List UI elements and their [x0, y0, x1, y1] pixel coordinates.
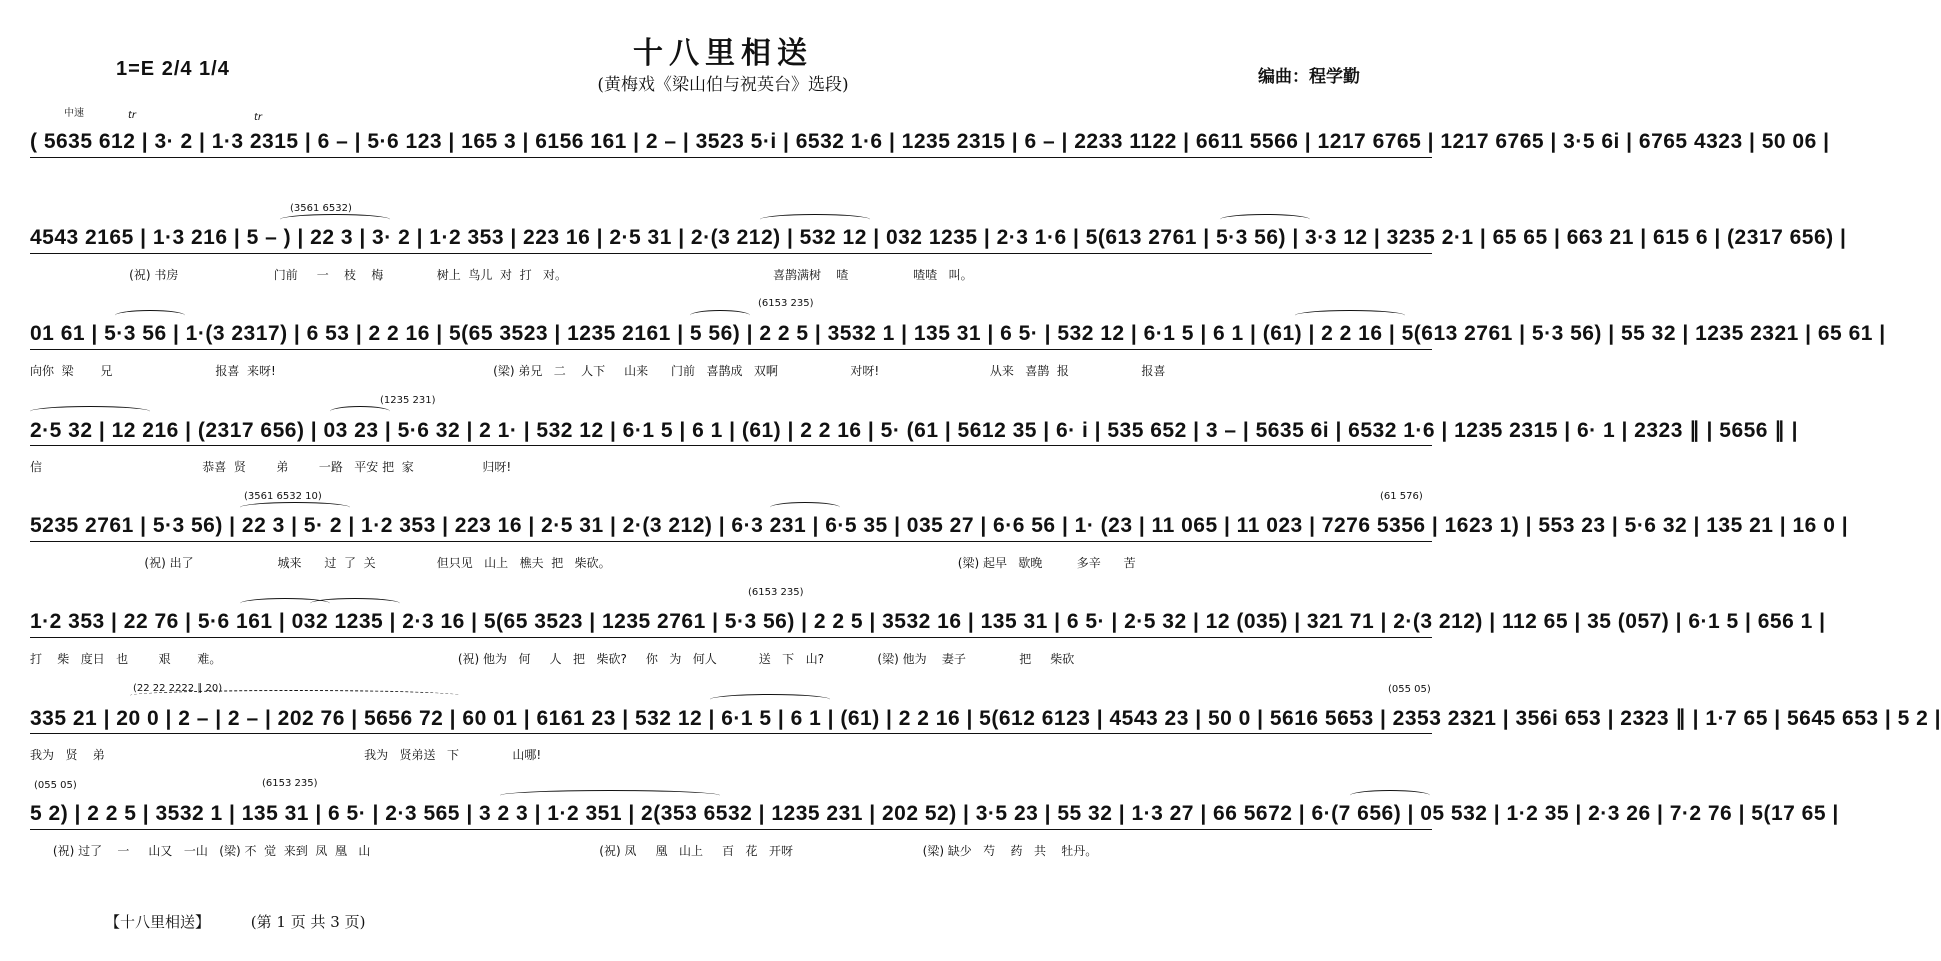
jianpu-notes: 2·5 32 | 12 216 | (2317 656) | 03 23 | 5·6 32 | 2 1· | 532 12 | 6·1 5 | 6 1 | (61) | 2 2 16 | 5· (61 | 5612 35 | 6· i | 535 652 | 3 – | 5635 6i | 6532 1·6 | 1235 2315 | 6· 1 | 2323 ∥ | 5656 ∥ |: [30, 419, 1799, 442]
lyric-line: (祝) 过了 一 山又 一山 (梁) 不 觉 来到 凤 凰 山 (祝) 凤 凰 山上 百 花 开呀 (梁) 缺少 芍 药 共 牡丹。: [30, 844, 1098, 858]
score-title: 十八里相送: [633, 36, 813, 71]
ornament-annotation: (22 22 2222 ∥ 20): [133, 683, 223, 694]
slur-mark: [760, 214, 870, 225]
slur-mark: [115, 310, 185, 321]
footer-title: 【十八里相送】: [105, 913, 211, 931]
beam-line: [30, 253, 1432, 254]
lyric-line: 打 柴 度日 也 艰 难。 (祝) 他为 何 人 把 柴砍? 你 为 何人 送 下 山? (梁) 他为 妻子 把 柴砍: [30, 652, 1075, 666]
lyric-line: (祝) 书房 门前 一 枝 梅 树上 鸟儿 对 打 对。 喜鹊满树 喳 喳喳 叫。: [30, 268, 973, 282]
slur-mark: [1295, 310, 1405, 321]
notation-system-1: [30, 130, 1830, 190]
notation-system-4: [30, 418, 1799, 478]
jianpu-notes: 1·2 353 | 22 76 | 5·6 161 | 032 1235 | 2·3 16 | 5(65 3523 | 1235 2761 | 5·3 56) | 2 2 5 | 3532 16 | 135 31 | 6 5· | 2·5 32 | 12 (035) | 321 71 | 2·(3 212) | 112 65 | 35 (057) | 6·1 5 | 656 1 |: [30, 610, 1826, 633]
beam-line: [30, 445, 1432, 446]
ornament-annotation: (6153 235): [262, 778, 318, 789]
tie-line: [130, 690, 460, 701]
slur-mark: [500, 790, 720, 801]
beam-line: [30, 829, 1432, 830]
beam-line: [30, 733, 1432, 734]
page-footer: [105, 911, 401, 932]
beam-line: [30, 349, 1432, 350]
ornament-annotation: (3561 6532 10): [244, 491, 322, 502]
tempo-marking: 中速: [64, 108, 84, 119]
ornament-annotation: (1235 231): [380, 395, 436, 406]
beam-line: [30, 637, 1432, 638]
slur-mark: [310, 598, 400, 609]
notation-system-2: [30, 226, 1847, 286]
lyric-line: 向你 梁 兄 报喜 来呀! (梁) 弟兄 二 人下 山来 门前 喜鹊成 双啊 对呀! 从来 喜鹊 报 报喜: [30, 364, 1166, 378]
key-signature: 1=E 2/4 1/4: [116, 58, 230, 80]
slur-mark: [1350, 790, 1430, 801]
slur-mark: [30, 406, 150, 417]
notation-system-7: [30, 706, 1941, 766]
slur-mark: [1220, 214, 1310, 225]
lyric-line: 我为 贤 弟 我为 贤弟送 下 山哪!: [30, 748, 542, 762]
ornament-annotation: (055 05): [1388, 684, 1431, 695]
jianpu-notes: 335 21 | 20 0 | 2 – | 2 – | 202 76 | 5656 72 | 60 01 | 6161 23 | 532 12 | 6·1 5 | 6 1 | (61) | 2 2 16 | 5(612 6123 | 4543 23 | 50 0 | 5616 5653 | 2353 2321 | 356i 653 | 2323 ∥ | 1·7 65 | 5645 653 | 5 2 |: [30, 707, 1941, 730]
notation-system-5: [30, 514, 1849, 574]
jianpu-notes: 5235 2761 | 5·3 56) | 22 3 | 5· 2 | 1·2 353 | 223 16 | 2·5 31 | 2·(3 212) | 6·3 231 | 6·5 35 | 035 27 | 6·6 56 | 1· (23 | 11 065 | 11 023 | 7276 5356 | 1623 1) | 553 23 | 5·6 32 | 135 21 | 16 0 |: [30, 514, 1849, 537]
score-subtitle: (黄梅戏《梁山伯与祝英台》选段): [597, 75, 849, 95]
lyric-line: 信 恭喜 贤 弟 一路 平安 把 家 归呀!: [30, 460, 512, 474]
jianpu-notes: 5 2) | 2 2 5 | 3532 1 | 135 31 | 6 5· | 2·3 565 | 3 2 3 | 1·2 351 | 2(353 6532 | 1235 231 | 202 52) | 3·5 23 | 55 32 | 1·3 27 | 66 5672 | 6·(7 656) | 05 532 | 1·2 35 | 2·3 26 | 7·2 76 | 5(17 65 |: [30, 802, 1839, 825]
ornament-annotation: (3561 6532): [290, 203, 352, 214]
ornament-annotation: (055 05): [34, 780, 77, 791]
slur-mark: [240, 502, 350, 513]
notation-system-8: [30, 802, 1839, 862]
composer-credit: 编曲：程学勤: [1258, 67, 1360, 87]
ornament-annotation: (6153 235): [758, 298, 814, 309]
jianpu-notes: ( 5635 612 | 3· 2 | 1·3 2315 | 6 – | 5·6 123 | 165 3 | 6156 161 | 2 – | 3523 5·i | 6532 1·6 | 1235 2315 | 6 – | 2233 1122 | 6611 5566 | 1217 6765 | 1217 6765 | 3·5 6i | 6765 4323 | 50 06 |: [30, 130, 1830, 153]
slur-mark: [330, 406, 390, 417]
beam-line: [30, 541, 1432, 542]
trill-mark: tr: [128, 110, 137, 121]
slur-mark: [280, 214, 390, 225]
jianpu-notes: 4543 2165 | 1·3 216 | 5 – ) | 22 3 | 3· 2 | 1·2 353 | 223 16 | 2·5 31 | 2·(3 212) | 532 12 | 032 1235 | 2·3 1·6 | 5(613 2761 | 5·3 56) | 3·3 12 | 3235 2·1 | 65 65 | 663 21 | 615 6 | (2317 656) |: [30, 226, 1847, 249]
page-indicator: (第 1 页 共 3 页): [250, 913, 366, 931]
jianpu-notes: 01 61 | 5·3 56 | 1·(3 2317) | 6 53 | 2 2 16 | 5(65 3523 | 1235 2161 | 5 56) | 2 2 5 | 3532 1 | 135 31 | 6 5· | 532 12 | 6·1 5 | 6 1 | (61) | 2 2 16 | 5(613 2761 | 5·3 56) | 55 32 | 1235 2321 | 65 61 |: [30, 322, 1886, 345]
trill-mark: tr: [254, 112, 263, 123]
slur-mark: [710, 694, 830, 705]
ornament-annotation: (61 576): [1380, 491, 1423, 502]
slur-mark: [770, 502, 840, 513]
notation-system-3: [30, 322, 1886, 382]
lyric-line: (祝) 出了 城来 过 了 关 但只见 山上 樵夫 把 柴砍。 (梁) 起早 歇晚 多辛 苦: [30, 556, 1136, 570]
ornament-annotation: (6153 235): [748, 587, 804, 598]
beam-line: [30, 157, 1432, 158]
slur-mark: [690, 310, 750, 321]
notation-system-6: [30, 610, 1826, 670]
